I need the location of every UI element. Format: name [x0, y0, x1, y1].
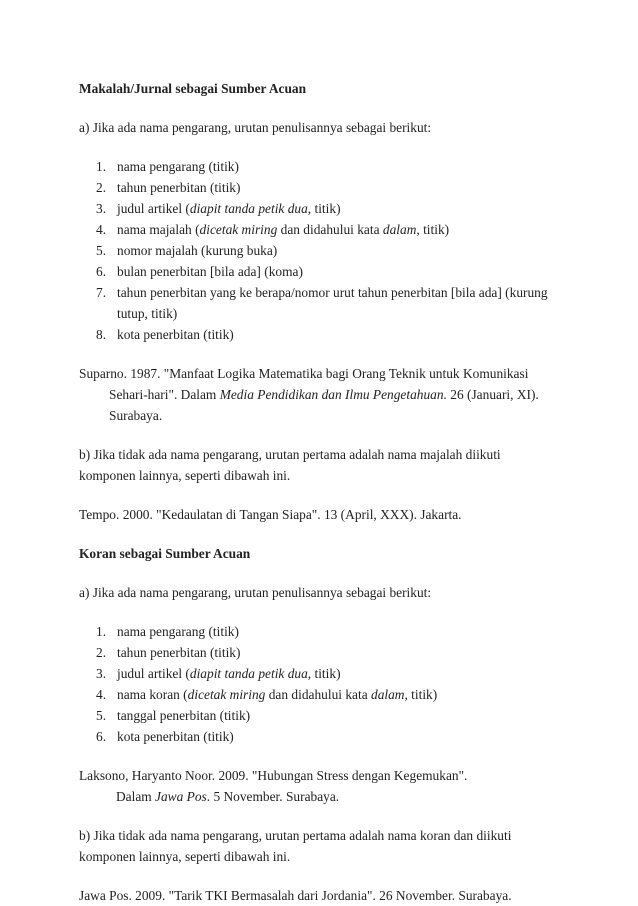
list-item-text: tahun penerbitan yang ke berapa/nomor urut tahun penerbitan [bila ada] (kurung tutup, titik) — [117, 285, 548, 321]
list-item — [79, 282, 559, 324]
list-number: 1. — [96, 159, 107, 174]
list-item-text: nomor majalah (kurung buka) — [117, 243, 278, 258]
list-item — [79, 198, 559, 219]
list-item-text: kota penerbitan (titik) — [117, 327, 234, 342]
journal-component-list — [79, 156, 559, 345]
note-text: b) Jika tidak ada nama pengarang, urutan pertama adalah nama koran dan diikuti komponen lainnya, seperti dibawah ini. — [79, 828, 512, 864]
reference-continuation — [79, 786, 559, 807]
list-number: 3. — [96, 666, 107, 681]
list-item — [79, 177, 559, 198]
list-number: 2. — [96, 180, 107, 195]
reference-italic: Jawa Pos — [155, 789, 207, 804]
list-item — [79, 726, 559, 747]
reference-example: Jawa Pos. 2009. "Tarik TKI Bermasalah dari Jordania". 26 November. Surabaya. — [79, 888, 512, 903]
list-item-italic: diapit tanda petik dua — [189, 201, 308, 216]
list-item-text: tahun penerbitan (titik) — [117, 180, 241, 195]
reference-example: Tempo. 2000. "Kedaulatan di Tangan Siapa". 13 (April, XXX). Jakarta. — [79, 507, 462, 522]
list-item — [79, 261, 559, 282]
list-item — [79, 240, 559, 261]
list-number: 6. — [96, 264, 107, 279]
list-item-text: judul artikel ( — [117, 666, 190, 681]
list-item — [79, 324, 559, 345]
list-number: 2. — [96, 645, 107, 660]
reference-italic: Media Pendidikan dan Ilmu Pengetahuan. — [219, 387, 447, 402]
list-item — [79, 156, 559, 177]
intro-text: a) Jika ada nama pengarang, urutan penulisannya sebagai berikut: — [79, 120, 432, 135]
list-item — [79, 642, 559, 663]
list-number: 5. — [96, 708, 107, 723]
list-item — [79, 684, 559, 705]
reference-text: 26 (Januari, XI). Surabaya. — [109, 387, 539, 423]
list-item-text: judul artikel ( — [117, 201, 190, 216]
list-item-text: kota penerbitan (titik) — [117, 729, 234, 744]
list-item-text: nama koran ( — [117, 687, 188, 702]
list-item-italic: diapit tanda petik dua — [189, 666, 308, 681]
list-number: 5. — [96, 243, 107, 258]
list-item-text: bulan penerbitan [bila ada] (koma) — [117, 264, 303, 279]
reference-text: . 5 November. Surabaya. — [206, 789, 340, 804]
list-number: 8. — [96, 327, 107, 342]
list-item — [79, 219, 559, 240]
list-number: 3. — [96, 201, 107, 216]
intro-text: a) Jika ada nama pengarang, urutan penulisannya sebagai berikut: — [79, 585, 432, 600]
list-item-italic: dicetak miring — [187, 687, 266, 702]
reference-text: Dalam — [116, 789, 156, 804]
list-item-italic: dalam — [382, 222, 417, 237]
list-item-text: tanggal penerbitan (titik) — [117, 708, 251, 723]
list-number: 1. — [96, 624, 107, 639]
list-item-text: , titik) — [416, 222, 450, 237]
list-number: 4. — [96, 687, 107, 702]
list-item-italic: dicetak miring — [199, 222, 278, 237]
list-number: 6. — [96, 729, 107, 744]
list-item-italic: dalam — [371, 687, 405, 702]
list-item-text: dan didahului kata — [277, 222, 383, 237]
list-item-text: tahun penerbitan (titik) — [117, 645, 241, 660]
section-heading-newspaper: Koran sebagai Sumber Acuan — [79, 546, 251, 561]
document-page — [79, 78, 559, 906]
list-number: 7. — [96, 285, 107, 300]
list-item-text: , titik) — [307, 666, 341, 681]
reference-text: Suparno. 1987. "Manfaat Logika Matematika bagi Orang Teknik untuk Komunikasi Sehari-hari". Dalam — [79, 366, 529, 402]
list-item — [79, 663, 559, 684]
note-text: b) Jika tidak ada nama pengarang, urutan pertama adalah nama majalah diikuti komponen lainnya, seperti dibawah ini. — [79, 447, 501, 483]
list-item — [79, 621, 559, 642]
list-item — [79, 705, 559, 726]
list-item-text: , titik) — [307, 201, 341, 216]
list-item-text: nama pengarang (titik) — [117, 159, 239, 174]
list-item-text: nama majalah ( — [117, 222, 200, 237]
section-heading-journal: Makalah/Jurnal sebagai Sumber Acuan — [79, 81, 307, 96]
list-number: 4. — [96, 222, 107, 237]
reference-example — [79, 765, 559, 807]
list-item-text: dan didahului kata — [265, 687, 371, 702]
list-item-text: nama pengarang (titik) — [117, 624, 239, 639]
newspaper-component-list — [79, 621, 559, 747]
list-item-text: , titik) — [404, 687, 438, 702]
reference-text: Laksono, Haryanto Noor. 2009. "Hubungan Stress dengan Kegemukan". — [79, 768, 468, 783]
reference-example — [79, 363, 559, 426]
